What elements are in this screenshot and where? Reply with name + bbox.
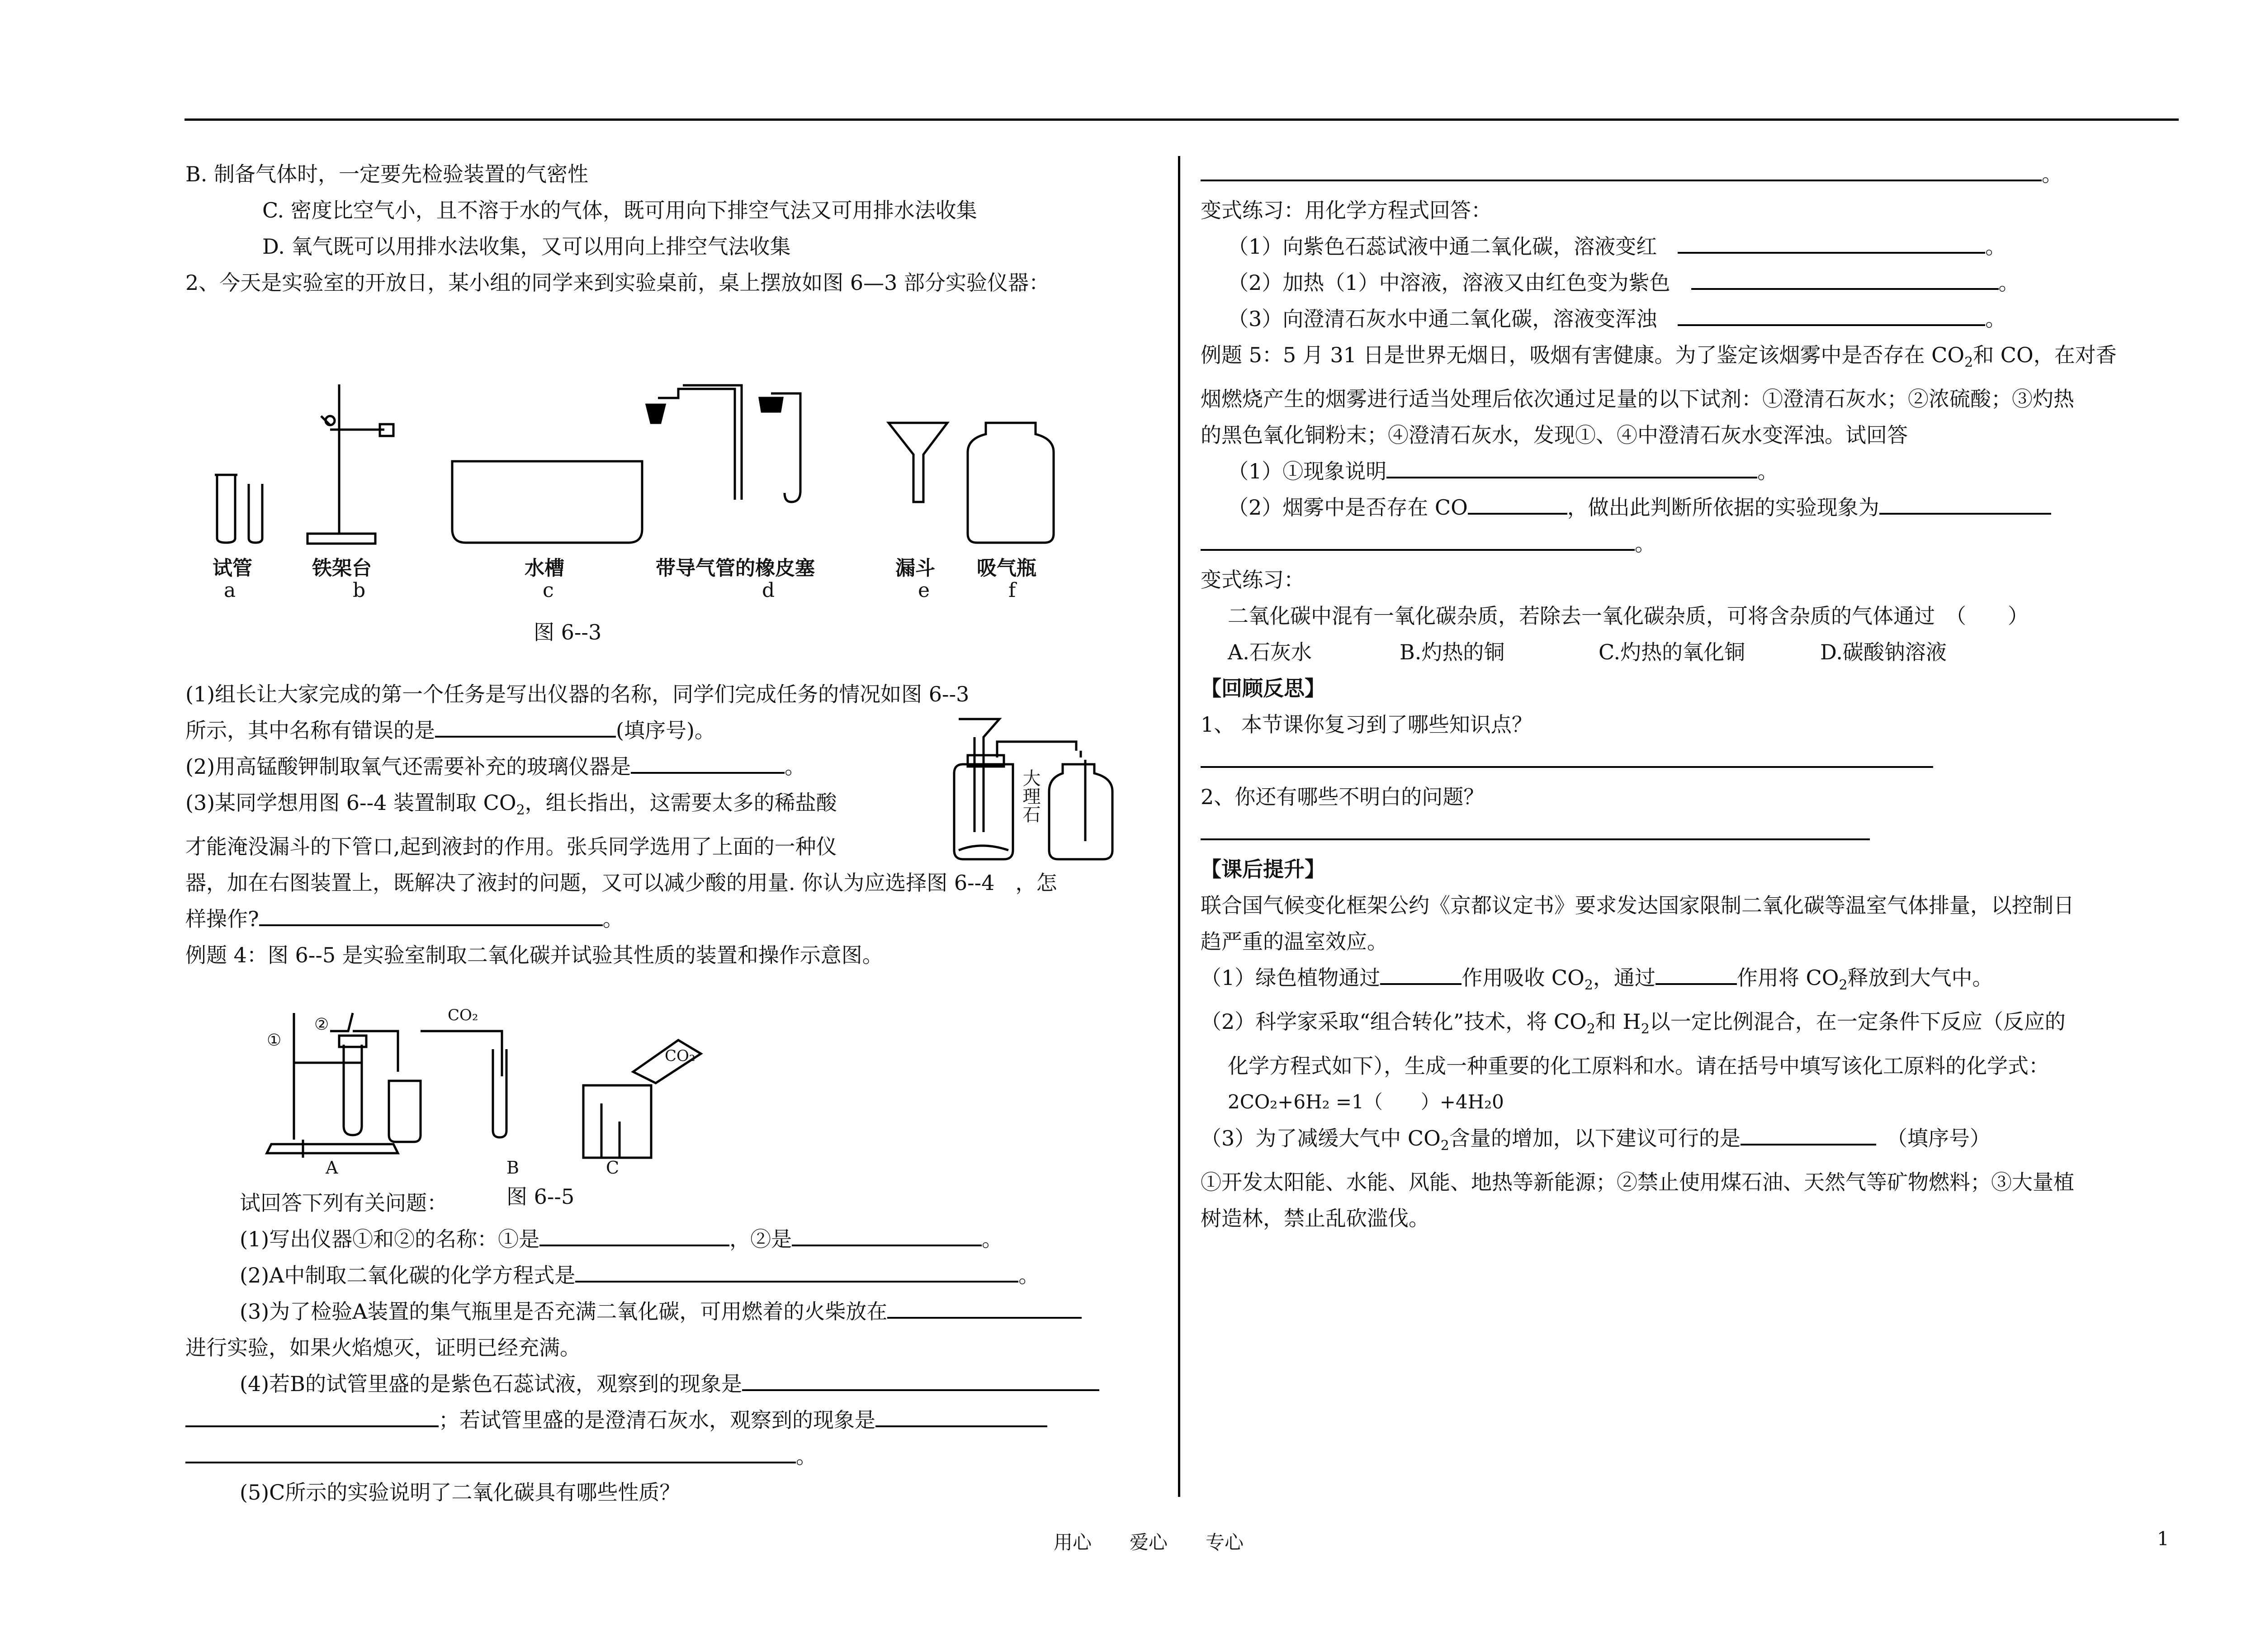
question-2: 2、今天是实验室的开放日，某小组的同学来到实验桌前，桌上摆放如图 6—3 部分实验仪器： xyxy=(185,270,1050,295)
page-number: 1 xyxy=(2157,1528,2169,1550)
task-3c: 器，加在右图装置上，既解决了液封的问题，又可以减少酸的用量. 你认为应选择图 6--4 ，怎 xyxy=(185,871,1057,895)
ex5-q2: （2）烟雾中是否存在 CO ，做出此判断所依据的实验现象为 xyxy=(1201,489,2177,525)
co2-bottle-label: CO₂ xyxy=(665,1047,695,1065)
option-a: A.石灰水 xyxy=(1228,640,1312,665)
task-3a: (3)某同学想用图 6--4 装置制取 $CO_2$，组长指出，这需要太多的稀盐酸 xyxy=(185,790,837,819)
qa-4b: ；若试管里盛的是澄清石灰水，观察到的现象是 xyxy=(185,1402,1162,1438)
kyoto-q2b: 化学方程式如下），生成一种重要的化工原料和水。请在括号中填写该化工原料的化学式： xyxy=(1228,1053,2049,1078)
device-b: B xyxy=(506,1158,519,1178)
after-class-title: 【课后提升】 xyxy=(1201,857,1325,882)
variant-1-q2: （2）加热（1）中溶液，溶液又由红色变为紫色 。 xyxy=(1201,265,2177,301)
review-line-1 xyxy=(1201,743,2177,779)
task-3d: 样操作? 。 xyxy=(185,901,1162,937)
qa-1: (1)写出仪器①和②的名称：①是 ，②是 。 xyxy=(185,1221,1162,1257)
kyoto-q2: （2）科学家采取“组合转化”技术，将 $CO_2$和 $H_2$以一定比例混合，在一定条件下反应（反应的 xyxy=(1201,1009,2066,1037)
figure-6-3-caption: 图 6--3 xyxy=(534,620,602,644)
label-water-trough: 水槽 xyxy=(525,557,564,580)
marker-2: ② xyxy=(314,1015,329,1034)
letter-b: b xyxy=(353,579,366,602)
figure-6-5-caption: 图 6--5 xyxy=(506,1184,575,1209)
qa-4c: 。 xyxy=(185,1438,1162,1474)
option-c: C.灼热的氧化铜 xyxy=(1599,640,1745,665)
variant-1-q1: （1）向紫色石蕊试液中通二氧化碳，溶液变红 。 xyxy=(1201,228,2177,265)
figure-6-4 xyxy=(950,715,1140,868)
task-2: (2)用高锰酸钾制取氧气还需要补充的玻璃仪器是 。 xyxy=(185,748,1162,785)
left-column-part3 xyxy=(185,1185,1162,1510)
device-c: C xyxy=(606,1158,620,1178)
right-column xyxy=(1201,156,2177,1236)
qa-3a: (3)为了检验A装置的集气瓶里是否充满二氧化碳，可用燃着的火柴放在 xyxy=(185,1293,1162,1330)
ex5-q1: （1）①现象说明 。 xyxy=(1201,453,2177,489)
figure-6-3 xyxy=(194,344,1144,602)
kyoto-2: 趋严重的温室效应。 xyxy=(1201,929,1388,954)
variant-2: 变式练习： xyxy=(1201,568,1305,592)
kyoto-equation: 2CO₂+6H₂ =1（ ）+4H₂0 xyxy=(1228,1090,1504,1113)
example-5c: 的黑色氧化铜粉末；④澄清石灰水，发现①、④中澄清石灰水变浑浊。试回答 xyxy=(1201,423,1908,448)
example-5b: 烟燃烧产生的烟雾进行适当处理后依次通过足量的以下试剂：①澄清石灰水；②浓硫酸；③灼热 xyxy=(1201,387,2074,412)
option-d: D.碳酸钠溶液 xyxy=(1820,640,1947,665)
figure-6-4-drawing xyxy=(950,715,1140,868)
option-b: B.灼热的铜 xyxy=(1400,640,1505,665)
marble-label: 大理石 xyxy=(1020,769,1041,823)
qa-4a: (4)若B的试管里盛的是紫色石蕊试液，观察到的现象是 xyxy=(185,1366,1162,1402)
label-funnel: 漏斗 xyxy=(895,557,935,580)
example-5a: 例题 5：5 月 31 日是世界无烟日，吸烟有害健康。为了鉴定该烟雾中是否存在 $CO_2$和 CO，在对香 xyxy=(1201,343,2117,371)
left-column xyxy=(185,156,1162,301)
kyoto-q1: （1）绿色植物通过 作用吸收 $CO_2$，通过 作用将 $CO_2$释放到大气中。 xyxy=(1201,960,2177,1004)
task-1a: (1)组长让大家完成的第一个任务是写出仪器的名称，同学们完成任务的情况如图 6--3 xyxy=(185,682,970,706)
review-q1: 1、 本节课你复习到了哪些知识点？ xyxy=(1201,712,1533,737)
top-rule xyxy=(184,118,2179,121)
figure-6-5 xyxy=(258,1004,733,1185)
label-test-tube: 试管 xyxy=(213,557,252,580)
label-iron-stand: 铁架台 xyxy=(312,557,372,580)
task-3b: 才能淹没漏斗的下管口,起到液封的作用。张兵同学选用了上面的一种仪 xyxy=(185,834,837,859)
ex5-q2b: 。 xyxy=(1201,525,2177,562)
letter-a: a xyxy=(224,579,236,602)
option-d: D. 氧气既可以用排水法收集，又可以用向上排空气法收集 xyxy=(262,234,791,259)
qa-3b: 进行实验，如果火焰熄灭，证明已经充满。 xyxy=(185,1335,581,1360)
variant-1-q3: （3）向澄清石灰水中通二氧化碳，溶液变浑浊 。 xyxy=(1201,301,2177,337)
letter-d: d xyxy=(762,579,775,602)
example-4: 例题 4：图 6--5 是实验室制取二氧化碳并试验其性质的装置和操作示意图。 xyxy=(185,943,883,968)
letter-f: f xyxy=(1008,579,1016,602)
review-q2: 2、你还有哪些不明白的问题？ xyxy=(1201,785,1485,809)
task-1b: 所示，其中名称有错误的是 (填序号)。 xyxy=(185,712,1162,748)
kyoto-q3: （3）为了减缓大气中 $CO_2$含量的增加，以下建议可行的是 （填序号） xyxy=(1201,1120,2177,1164)
variant-1: 变式练习：用化学方程式回答： xyxy=(1201,198,1492,222)
variant-2-options xyxy=(1201,634,2177,670)
option-b: B. 制备气体时，一定要先检验装置的气密性 xyxy=(185,162,589,186)
variant-2-q: 二氧化碳中混有一氧化碳杂质，若除去一氧化碳杂质，可将含杂质的气体通过 （ ） xyxy=(1228,604,2029,629)
column-divider xyxy=(1178,156,1180,1497)
marker-1: ① xyxy=(267,1031,282,1050)
label-jar: 吸气瓶 xyxy=(977,557,1036,580)
option-c: C. 密度比空气小，且不溶于水的气体，既可用向下排空气法又可用排水法收集 xyxy=(262,198,977,222)
letter-c: c xyxy=(543,579,554,602)
qa-2: (2)A中制取二氧化碳的化学方程式是 。 xyxy=(185,1257,1162,1293)
kyoto-options-1: ①开发太阳能、水能、风能、地热等新能源；②禁止使用煤石油、天然气等矿物燃料；③大量植 xyxy=(1201,1169,2074,1194)
review-line-2 xyxy=(1201,815,2177,851)
kyoto-options-2: 树造林，禁止乱砍滥伐。 xyxy=(1201,1206,1429,1231)
r-line-0: 。 xyxy=(1201,156,2177,192)
letter-e: e xyxy=(918,579,930,602)
ask-line: 试回答下列有关问题： xyxy=(240,1191,448,1215)
footer-motto: 用心 爱心 专心 xyxy=(1054,1531,1244,1553)
review-title: 【回顾反思】 xyxy=(1201,676,1325,701)
device-a: A xyxy=(326,1158,338,1178)
qa-5: (5)C所示的实验说明了二氧化碳具有哪些性质？ xyxy=(240,1480,681,1505)
kyoto-1: 联合国气候变化框架公约《京都议定书》要求发达国家限制二氧化碳等温室气体排量，以控制日 xyxy=(1201,893,2074,918)
co2-arrow-label: CO₂ xyxy=(448,1006,478,1024)
label-stopper: 带导气管的橡皮塞 xyxy=(656,557,815,580)
